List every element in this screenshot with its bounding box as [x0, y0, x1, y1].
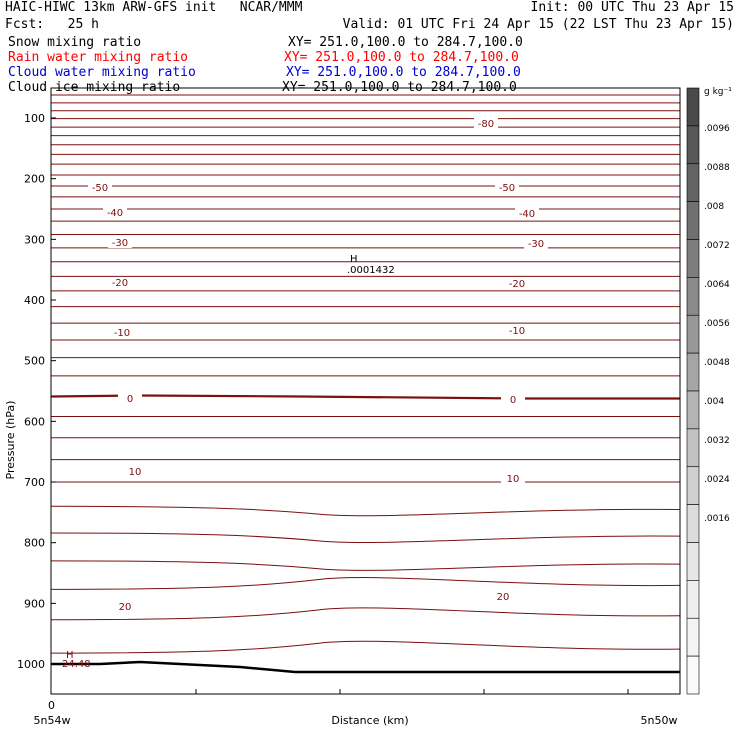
colorbar-bin [687, 353, 699, 391]
colorbar-label: .0024 [704, 475, 730, 486]
y-axis [17, 112, 56, 671]
contour-line [51, 533, 680, 543]
contour-label: -50 [91, 183, 109, 194]
header-init-time: Init: 00 UTC Thu 23 Apr 15 [530, 0, 734, 15]
y-tick-label: 900 [24, 597, 45, 611]
field-rain-xy: XY= 251.0,100.0 to 284.7,100.0 [284, 50, 519, 65]
colorbar-label: .0064 [704, 280, 730, 291]
contour-lines [51, 95, 680, 653]
field-cloud-water-name: Cloud water mixing ratio [8, 65, 196, 80]
colorbar-bin [687, 580, 699, 618]
contour-line [51, 608, 680, 620]
colorbar-label: .0096 [704, 124, 730, 135]
contour-label: 0 [509, 395, 517, 406]
field-rain-name: Rain water mixing ratio [8, 50, 189, 65]
field-snow-name: Snow mixing ratio [8, 35, 142, 50]
colorbar-label: .0088 [704, 163, 730, 174]
y-tick-label: 100 [24, 112, 45, 125]
y-tick-label: 200 [24, 172, 45, 186]
contour-line [51, 395, 680, 398]
colorbar-label: .0016 [704, 514, 730, 525]
colorbar-bin [687, 505, 699, 543]
plot-frame [51, 88, 680, 694]
y-tick-label: 800 [24, 536, 45, 550]
y-tick-label: 1000 [17, 658, 45, 672]
field-cloud-water-xy: XY= 251.0,100.0 to 284.7,100.0 [286, 65, 521, 80]
colorbar-bin [687, 429, 699, 467]
colorbar-bin [687, 618, 699, 656]
y-tick-label: 300 [24, 233, 45, 247]
header-forecast-hour: Fcst: 25 h [5, 17, 99, 32]
field-snow-xy: XY= 251.0,100.0 to 284.7,100.0 [288, 35, 523, 50]
colorbar-bin [687, 543, 699, 581]
x-tick-0: 0 [48, 699, 55, 712]
header-model-title: HAIC-HIWC 13km ARW-GFS init NCAR/MMM [5, 0, 303, 15]
colorbar-bin [687, 656, 699, 694]
contour-label: 10 [128, 467, 142, 478]
colorbar-bin [687, 277, 699, 315]
colorbar-bin [687, 164, 699, 202]
contour-label: -50 [498, 183, 516, 194]
x-axis [196, 689, 628, 694]
colorbar-bin [687, 467, 699, 505]
contour-label: 20 [496, 592, 510, 603]
terrain-line [51, 662, 680, 672]
x-axis-title: Distance (km) [331, 714, 409, 727]
contour-label: -10 [113, 328, 131, 339]
contour-labels [88, 118, 548, 613]
header-valid-time: Valid: 01 UTC Fri 24 Apr 15 (22 LST Thu 23 Apr 15) [342, 17, 734, 32]
contour-label: -40 [518, 209, 536, 220]
contour-label: 10 [506, 474, 520, 485]
contour-label: 20 [118, 602, 132, 613]
colorbar-label: .008 [704, 202, 725, 213]
contour-label: -40 [106, 208, 124, 219]
contour-label: -30 [111, 238, 129, 249]
colorbar-label: .004 [704, 397, 725, 408]
field-cloud-ice-xy: XY= 251.0,100.0 to 284.7,100.0 [282, 80, 517, 95]
contour-line [51, 561, 680, 571]
colorbar-label: .0056 [704, 319, 730, 330]
max-marker-value: .0001432 [347, 265, 395, 276]
colorbar-label: .0072 [704, 241, 730, 252]
contour-line [51, 578, 680, 590]
y-tick-label: 500 [24, 354, 45, 368]
colorbar-bin [687, 88, 699, 126]
x-end-label-right: 5n50w [640, 714, 678, 727]
x-end-label-left: 5n54w [33, 714, 71, 727]
y-tick-label: 600 [24, 415, 45, 429]
contour-line [51, 506, 680, 516]
colorbar-label: .0032 [704, 436, 730, 447]
y-axis-title: Pressure (hPa) [4, 400, 17, 480]
contour-label: -30 [527, 239, 545, 250]
colorbar-bin [687, 240, 699, 278]
contour-line [51, 641, 680, 653]
colorbar-bin [687, 391, 699, 429]
min-marker-value: 24.48 [62, 659, 91, 670]
colorbar-unit: g kg⁻¹ [704, 87, 732, 97]
max-marker-symbol: H [350, 254, 358, 265]
colorbar-bin [687, 126, 699, 164]
colorbar [687, 88, 730, 694]
y-tick-label: 700 [24, 476, 45, 490]
y-tick-label: 400 [24, 294, 45, 308]
colorbar-bin [687, 202, 699, 240]
field-cloud-ice-name: Cloud ice mixing ratio [8, 80, 181, 95]
contour-label: -20 [508, 279, 526, 290]
contour-label: -20 [111, 278, 129, 289]
contour-label: -10 [508, 326, 526, 337]
colorbar-label: .0048 [704, 358, 730, 369]
colorbar-bin [687, 315, 699, 353]
contour-label: -80 [477, 119, 495, 130]
contour-label: 0 [126, 394, 134, 405]
min-marker-symbol: H [66, 650, 74, 661]
